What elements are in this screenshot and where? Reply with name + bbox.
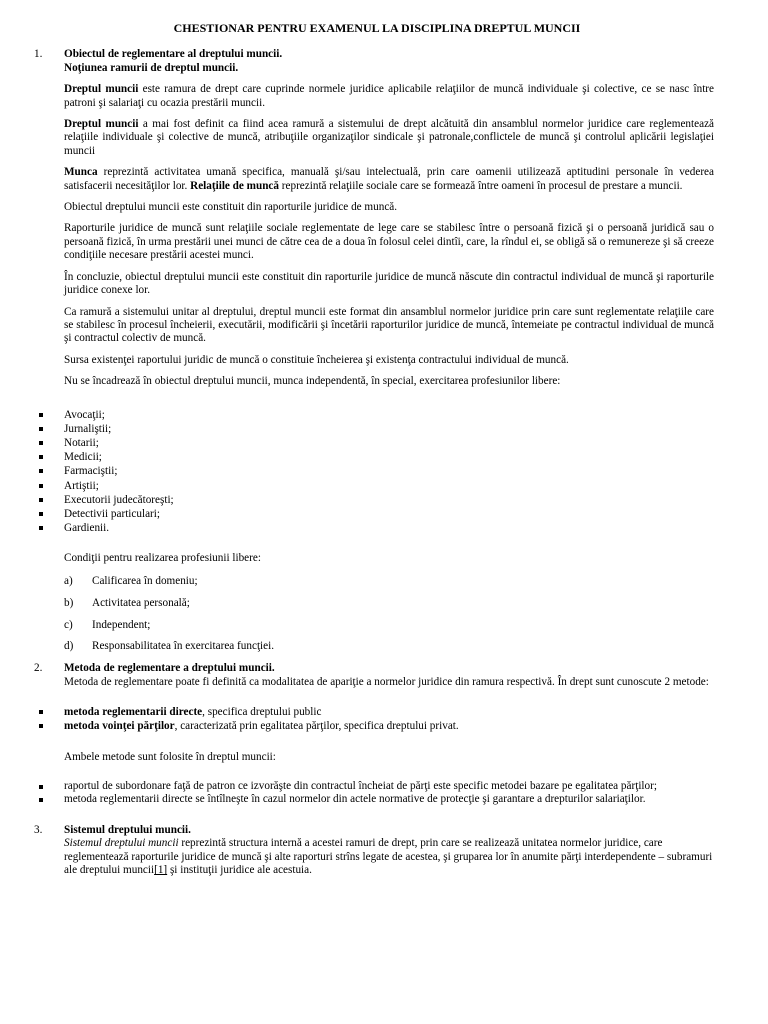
list-text: Activitatea personală; [92,596,190,609]
list-item [34,719,714,733]
paragraph [64,166,714,193]
paragraph-text: reprezintă structura internă a acestei ramuri de drept, prin care se realizează unitatea normelor juridice, care reglementează raporturile juridice de muncă şi alte raporturi strîns legate de acestea, şi gruparea lor în anumite părţi interdependente – subramuri ale dreptului muncii [64,837,713,877]
paragraph-text: şi instituţii juridice ale acestuia. [167,864,312,877]
section-subheading: Noţiunea ramurii de dreptul muncii. [64,61,239,74]
list-item: Avocaţii; [34,408,714,422]
paragraph: Ca ramură a sistemului unitar al dreptului, dreptul muncii este format din ansamblul normelor juridice prin care sunt reglementate relaţiile care se stabilesc în procesul încheierii, executării, modificării şi încetării raporturilor juridice de muncă, întemeiate pe contractul individual de muncă şi contractul colectiv de muncă. [64,305,714,345]
paragraph-text: reprezintă activitatea umană specifica, manuală şi/sau intelectuală, prin care oamenii utilizează aptitudini personale în vederea satisfacerii necesităţilor lor. [64,166,714,192]
section-2 [34,662,714,689]
paragraph-text: este ramura de drept care cuprinde normele juridice aplicabile relaţiilor de muncă individuale şi colective, ce se nasc între patroni şi salariaţi cu ocazia prestării muncii. [64,83,714,109]
bold-term: metoda reglementarii directe [64,706,203,719]
list-item: Executorii judecătoreşti; [34,493,714,507]
list-item [64,575,714,588]
usage-list [34,780,714,807]
section-heading: Obiectul de reglementare al dreptului muncii. [64,48,283,61]
list-letter: d) [64,640,74,653]
list-text: Responsabilitatea în exercitarea funcţiei. [92,640,275,653]
list-item [34,705,714,719]
document-title: CHESTIONAR PENTRU EXAMENUL LA DISCIPLINA DREPTUL MUNCII [173,21,581,35]
footnote-link[interactable]: [1] [154,864,168,877]
list-item: Detectivii particulari; [34,507,714,521]
paragraph: Metoda de reglementare poate fi definită ca modalitatea de apariţie a normelor juridice din ramura respectivă. În drept sunt cunoscute 2 metode: [64,675,709,688]
conditions-list [64,575,714,654]
list-item: raportul de subordonare faţă de patron ce izvorăşte din contractul încheiat de părţi este specific metodei bazare pe egalitatea părţilor; [34,780,714,793]
section-heading: Metoda de reglementare a dreptului muncii. [64,662,275,675]
paragraph [64,83,714,110]
list-item [64,597,714,610]
bold-term: Munca [64,166,98,179]
list-item [64,640,714,653]
paragraph [64,837,714,877]
methods-list [34,705,714,733]
section-1 [34,48,714,388]
section-number: 3. [34,823,43,836]
list-text: Independent; [92,618,151,631]
list-item: Gardienii. [34,521,714,535]
bold-term: Dreptul muncii [64,83,139,96]
list-item: Jurnaliştii; [34,422,714,436]
paragraph-text: reprezintă relaţiile sociale care se formează între oameni în procesul de prestare a muncii. [279,179,683,192]
section-heading: Sistemul dreptului muncii. [64,823,191,836]
paragraph: Condiţii pentru realizarea profesiunii libere: [64,552,261,565]
paragraph-text: a mai fost definit ca fiind acea ramură a sistemului de drept alcătuită din ansamblul normelor juridice care reglementează relaţiile individuale şi colective de muncă, atribuţiile organizaţilor sindicale şi patronale,conflictele de muncă şi controlul aplicării legislaţiei muncii [64,118,714,157]
section-3 [34,824,714,878]
paragraph: Ambele metode sunt folosite în dreptul muncii: [64,750,276,763]
list-text: Calificarea în domeniu; [92,574,198,587]
list-item: Artiştii; [34,479,714,493]
bold-term: Dreptul muncii [64,118,139,131]
list-item: Medicii; [34,450,714,464]
list-text: , caracterizată prin egalitatea părţilor, specifica dreptului privat. [174,720,459,733]
list-letter: a) [64,574,73,587]
paragraph: Sursa existenţei raportului juridic de muncă o constituie încheierea şi existenţa contractului individual de muncă. [64,353,569,366]
bold-term: Relaţiile de muncă [190,179,279,192]
list-item: metoda reglementarii directe se întîlneşte în cazul normelor din actele normative de protecţie şi garantare a drepturilor salariaţilor. [34,793,714,806]
list-item: Farmaciştii; [34,464,714,478]
paragraph: Nu se încadrează în obiectul dreptului muncii, munca independentă, în special, exercitarea profesiunilor libere: [64,375,561,388]
paragraph: În concluzie, obiectul dreptului muncii este constituit din raporturile juridice de muncă născute din contractul individual de muncă şi raporturile juridice conexe lor. [64,270,714,297]
professions-list [34,408,714,536]
list-letter: b) [64,596,74,609]
section-2-continued [34,751,714,764]
list-letter: c) [64,618,73,631]
list-item: Notarii; [34,436,714,450]
section-number: 2. [34,662,43,675]
paragraph: Obiectul dreptului muncii este constituit din raporturile juridice de muncă. [64,201,398,214]
list-text: , specifica dreptului public [202,706,322,719]
paragraph [64,118,714,158]
italic-term: Sistemul dreptului muncii [64,837,179,850]
bold-term: metoda voinţei părţilor [64,720,175,733]
paragraph: Raporturile juridice de muncă sunt relaţiile sociale reglementate de lege care se stabilesc între o persoană fizică şi o persoană juridică sau o persoană fizică, în urma prestării unei munci de către cea de a doua în folosul celei dintîi, care, la rîndul ei, se obligă să o remunereze şi să creeze condiţiile necesare prestării acestei munci. [64,222,714,262]
section-number: 1. [34,48,43,61]
conditions-block [34,552,714,654]
list-item [64,619,714,632]
